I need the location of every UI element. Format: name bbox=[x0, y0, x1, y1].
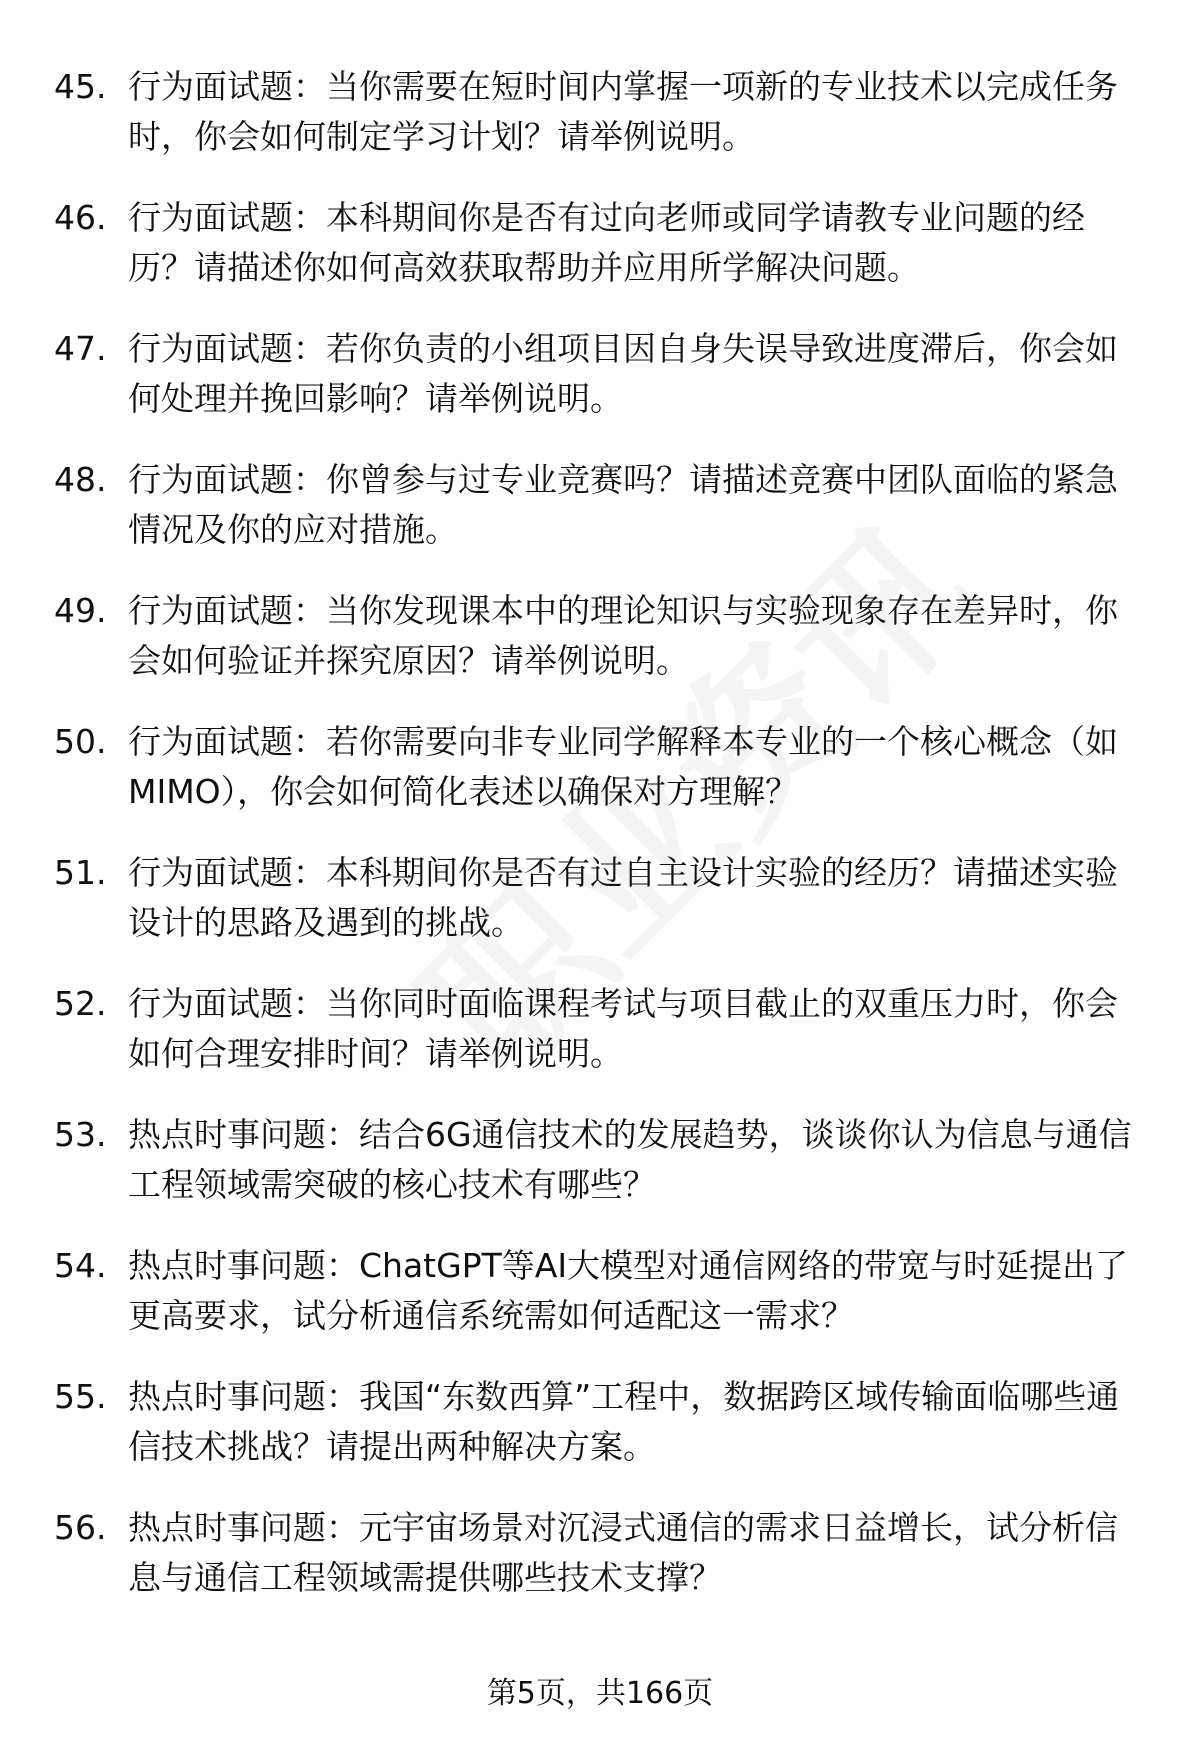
question-number: 54. bbox=[54, 1246, 107, 1285]
question-number: 52. bbox=[54, 984, 107, 1023]
question-text: 行为面试题：当你需要在短时间内掌握一项新的专业技术以完成任务时，你会如何制定学习计划？请举例说明。 bbox=[128, 67, 1118, 156]
list-item bbox=[54, 1110, 1144, 1241]
question-number: 47. bbox=[54, 329, 107, 368]
question-number: 56. bbox=[54, 1508, 107, 1547]
question-number: 49. bbox=[54, 591, 107, 630]
question-number: 51. bbox=[54, 853, 107, 892]
list-item bbox=[54, 1503, 1144, 1634]
question-text: 行为面试题：若你负责的小组项目因自身失误导致进度滞后，你会如何处理并挽回影响？请举例说明。 bbox=[128, 329, 1118, 418]
question-number: 45. bbox=[54, 67, 107, 106]
question-text: 行为面试题：当你发现课本中的理论知识与实验现象存在差异时，你会如何验证并探究原因？请举例说明。 bbox=[128, 591, 1118, 680]
question-text: 热点时事问题：我国“东数西算”工程中，数据跨区域传输面临哪些通信技术挑战？请提出两种解决方案。 bbox=[128, 1377, 1120, 1466]
list-item bbox=[54, 717, 1144, 848]
list-item bbox=[54, 1372, 1144, 1503]
question-text: 行为面试题：当你同时面临课程考试与项目截止的双重压力时，你会如何合理安排时间？请举例说明。 bbox=[128, 984, 1118, 1073]
question-number: 48. bbox=[54, 460, 107, 499]
question-text: 行为面试题：本科期间你是否有过自主设计实验的经历？请描述实验设计的思路及遇到的挑战。 bbox=[128, 853, 1118, 942]
list-item bbox=[54, 586, 1144, 717]
question-text: 行为面试题：本科期间你是否有过向老师或同学请教专业问题的经历？请描述你如何高效获取帮助并应用所学解决问题。 bbox=[128, 198, 1085, 287]
list-item bbox=[54, 848, 1144, 979]
question-number: 53. bbox=[54, 1115, 107, 1154]
question-text: 热点时事问题：ChatGPT等AI大模型对通信网络的带宽与时延提出了更高要求，试分析通信系统需如何适配这一需求？ bbox=[128, 1246, 1129, 1335]
list-item bbox=[54, 1241, 1144, 1372]
question-text: 热点时事问题：元宇宙场景对沉浸式通信的需求日益增长，试分析信息与通信工程领域需提供哪些技术支撑？ bbox=[128, 1508, 1118, 1597]
question-number: 55. bbox=[54, 1377, 107, 1416]
list-item bbox=[54, 62, 1144, 193]
question-number: 50. bbox=[54, 722, 107, 761]
page-number-footer: 第5页，共166页 bbox=[486, 1676, 714, 1711]
question-text: 行为面试题：若你需要向非专业同学解释本专业的一个核心概念（如MIMO），你会如何简化表述以确保对方理解？ bbox=[128, 722, 1118, 811]
list-item bbox=[54, 324, 1144, 455]
question-list bbox=[54, 62, 1144, 1634]
question-number: 46. bbox=[54, 198, 107, 237]
question-text: 热点时事问题：结合6G通信技术的发展趋势，谈谈你认为信息与通信工程领域需突破的核心技术有哪些？ bbox=[128, 1115, 1132, 1204]
list-item bbox=[54, 455, 1144, 586]
question-text: 行为面试题：你曾参与过专业竞赛吗？请描述竞赛中团队面临的紧急情况及你的应对措施。 bbox=[128, 460, 1118, 549]
list-item bbox=[54, 193, 1144, 324]
list-item bbox=[54, 979, 1144, 1110]
